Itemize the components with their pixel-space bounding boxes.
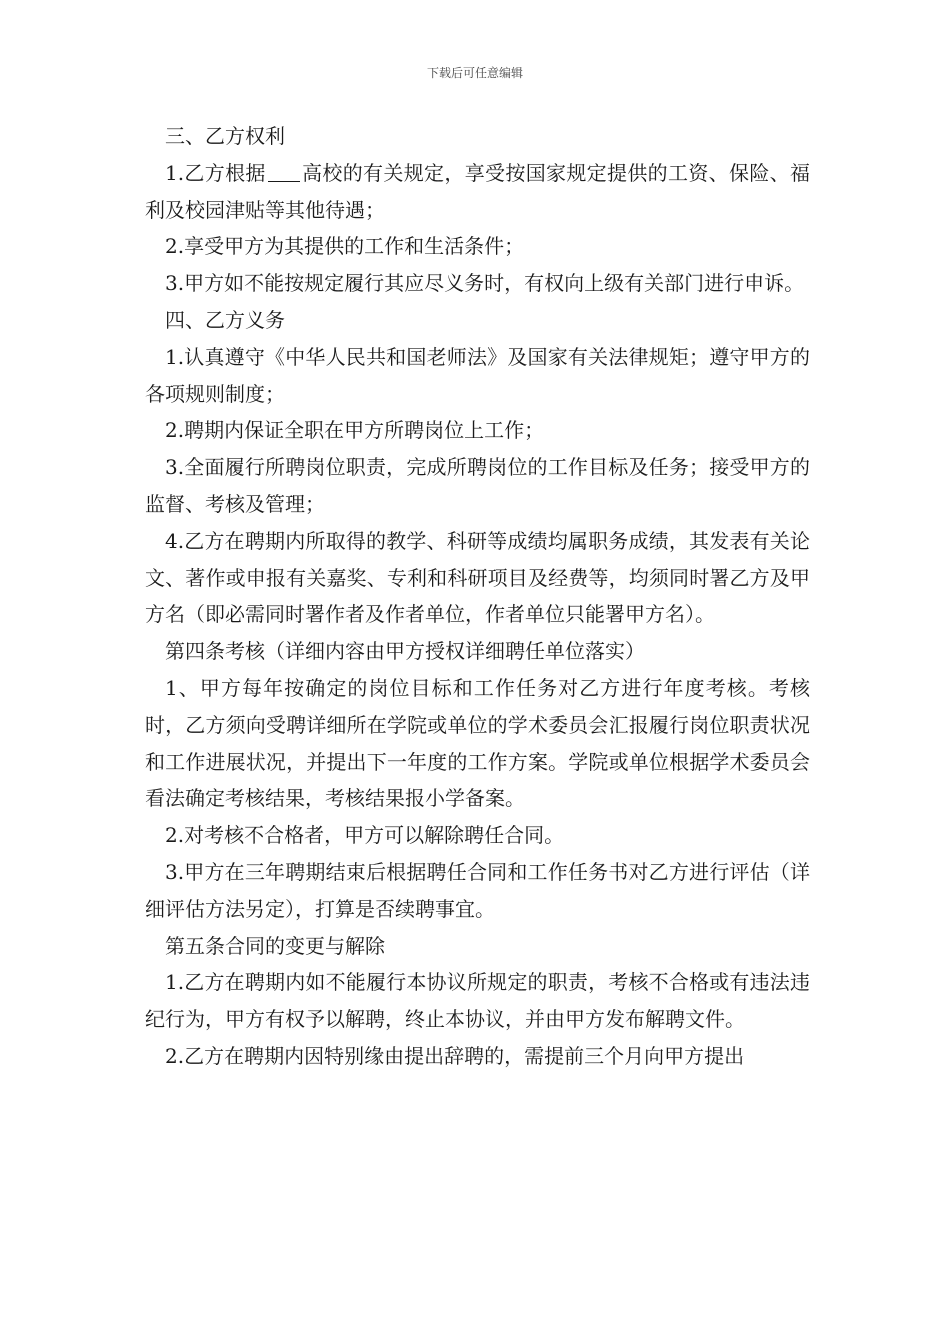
clause-duties-2: 2.聘期内保证全职在甲方所聘岗位上工作； bbox=[165, 418, 545, 443]
clause-termination-1: 1.乙方在聘期内如不能履行本协议所规定的职责，考核不合格或有违法违纪行为，甲方有权予以解聘，终止本协议，并由甲方发布解聘文件。 bbox=[145, 970, 810, 1032]
clause-rights-2: 2.享受甲方为其提供的工作和生活条件； bbox=[165, 234, 525, 259]
clause-assessment-1: 1、甲方每年按确定的岗位目标和工作任务对乙方进行年度考核。考核时，乙方须向受聘详细所在学院或单位的学术委员会汇报履行岗位职责状况和工作进展状况，并提出下一年度的工作方案。学院或单位根据学术委员会看法确定考核结果，考核结果报小学备案。 bbox=[145, 675, 810, 811]
clause-assessment-2: 2.对考核不合格者，甲方可以解除聘任合同。 bbox=[165, 823, 565, 848]
clause-duties-4: 4.乙方在聘期内所取得的教学、科研等成绩均属职务成绩，其发表有关论文、著作或申报有关嘉奖、专利和科研项目及经费等，均须同时署乙方及甲方名（即必需同时署作者及作者单位，作者单位只能署甲方名）。 bbox=[145, 528, 810, 627]
section-heading-duties: 四、乙方义务 bbox=[165, 307, 285, 332]
clause-rights-3: 3.甲方如不能按规定履行其应尽义务时，有权向上级有关部门进行申诉。 bbox=[165, 271, 805, 296]
article-5-heading: 第五条合同的变更与解除 bbox=[165, 933, 385, 958]
blank-field bbox=[268, 161, 300, 182]
clause-duties-3: 3.全面履行所聘岗位职责，完成所聘岗位的工作目标及任务；接受甲方的监督、考核及管理； bbox=[145, 455, 810, 516]
article-4-heading: 第四条考核（详细内容由甲方授权详细聘任单位落实） bbox=[165, 639, 645, 664]
clause-assessment-3: 3.甲方在三年聘期结束后根据聘任合同和工作任务书对乙方进行评估（详细评估方法另定），打算是否续聘事宜。 bbox=[145, 859, 810, 921]
section-heading-rights: 三、乙方权利 bbox=[165, 124, 285, 148]
document-body bbox=[145, 118, 810, 1075]
clause-rights-1: 1.乙方根据 高校的有关规定，享受按国家规定提供的工资、保险、福利及校园津贴等其他待遇； bbox=[145, 160, 810, 222]
page-header: 下载后可任意编辑 bbox=[426, 66, 523, 80]
clause-duties-1: 1.认真遵守《中华人民共和国老师法》及国家有关法律规矩；遵守甲方的各项规则制度； bbox=[145, 344, 810, 406]
clause-termination-2: 2.乙方在聘期内因特别缘由提出辞聘的，需提前三个月向甲方提出 bbox=[165, 1043, 745, 1068]
